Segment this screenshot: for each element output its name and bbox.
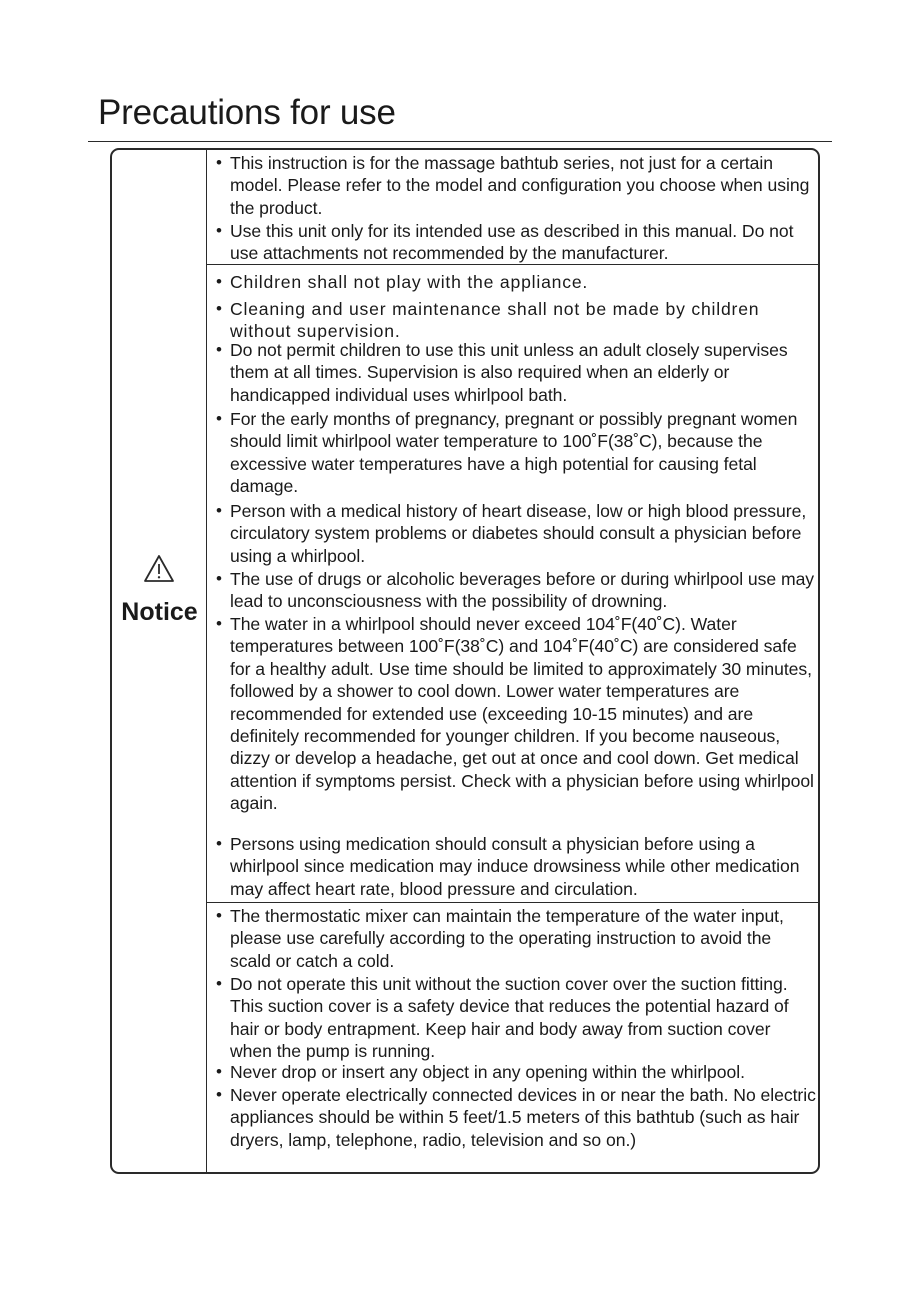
notice-table (110, 148, 820, 1174)
title-underline (88, 141, 832, 142)
section-health-safety (207, 265, 818, 903)
page-title: Precautions for use (98, 93, 396, 132)
list-item: • Never operate electrically connected devices in or near the bath. No electric appliances should be within 5 feet/1.5 meters of this bathtub (such as hair dryers, lamp, telephone, radio, television and so on.) (216, 1084, 816, 1151)
notice-label-column (112, 150, 207, 1172)
list-item: • Persons using medication should consult a physician before using a whirlpool since medication may induce drowsiness while other medication may affect heart rate, blood pressure and circulation. (216, 833, 816, 900)
list-item: • Children shall not play with the appliance. (216, 271, 816, 293)
list-item: • The use of drugs or alcoholic beverages before or during whirlpool use may lead to unconsciousness with the possibility of drowning. (216, 568, 816, 613)
list-item: • Never drop or insert any object in any opening within the whirlpool. (216, 1061, 816, 1083)
list-item: • Do not permit children to use this unit unless an adult closely supervises them at all times. Supervision is also required when an elderly or handicapped individual uses whirlpool bath. (216, 339, 816, 406)
list-item: • The water in a whirlpool should never exceed 104˚F(40˚C). Water temperatures between 100˚F(38˚C) and 104˚F(40˚C) are considered safe for a healthy adult. Use time should be limited to approximately 30 minutes, followed by a shower to cool down. Lower water temperatures are recommended for extended use (exceeding 10-15 minutes) and are definitely recommended for younger children. If you become nauseous, dizzy or develop a headache, get out at once and cool down. Get medical attention if symptoms persist. Check with a physician before using whirlpool again. (216, 613, 816, 815)
list-item: • Do not operate this unit without the suction cover over the suction fitting. This suction cover is a safety device that reduces the potential hazard of hair or body entrapment. Keep hair and body away from suction cover when the pump is running. (216, 973, 816, 1063)
list-item: • Cleaning and user maintenance shall not be made by children without supervision. (216, 298, 816, 343)
warning-triangle-icon (143, 554, 175, 584)
notice-label: Notice (121, 598, 198, 626)
list-item: • The thermostatic mixer can maintain the temperature of the water input, please use carefully according to the operating instruction to avoid the scald or catch a cold. (216, 905, 816, 972)
section-general-use (207, 150, 818, 265)
list-item: • For the early months of pregnancy, pregnant or possibly pregnant women should limit whirlpool water temperature to 100˚F(38˚C), because the excessive water temperatures have a high potential for causing fetal damage. (216, 408, 816, 498)
list-item: • Use this unit only for its intended use as described in this manual. Do not use attachments not recommended by the manufacturer. (216, 220, 816, 265)
section-equipment-safety (207, 903, 818, 1172)
list-item: • Person with a medical history of heart disease, low or high blood pressure, circulatory system problems or diabetes should consult a physician before using a whirlpool. (216, 500, 816, 567)
list-item: • This instruction is for the massage bathtub series, not just for a certain model. Please refer to the model and configuration you choose when using the product. (216, 152, 816, 219)
